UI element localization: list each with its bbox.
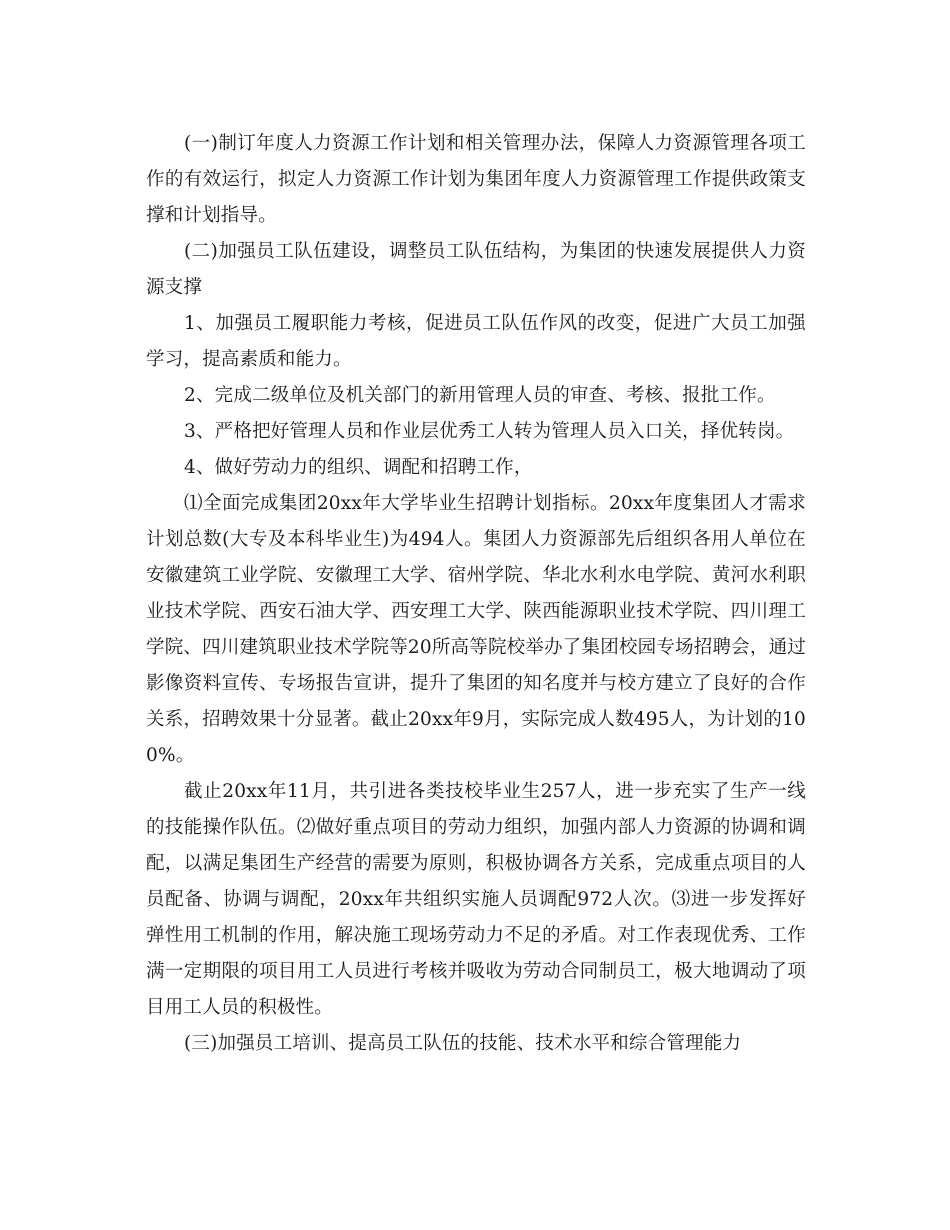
document-body (146, 126, 806, 1062)
paragraph-workforce: 截止20xx年11月，共引进各类技校毕业生257人，进一步充实了生产一线的技能操作队伍。⑵做好重点项目的劳动力组织，加强内部人力资源的协调和调配，以满足集团生产经营的需要为原则，积极协调各方关系，完成重点项目的人员配备、协调与调配，20xx年共组织实施人员调配972人次。⑶进一步发挥好弹性用工机制的作用，解决施工现场劳动力不足的矛盾。对工作表现优秀、工作满一定期限的项目用工人员进行考核并吸收为劳动合同制员工，极大地调动了项目用工人员的积极性。 (146, 781, 806, 1018)
paragraph-section-two: (二)加强员工队伍建设，调整员工队伍结构，为集团的快速发展提供人力资源支撑 (146, 241, 806, 298)
paragraph-item-4: 4、做好劳动力的组织、调配和招聘工作， (184, 457, 533, 478)
paragraph-recruitment: ⑴全面完成集团20xx年大学毕业生招聘计划指标。20xx年度集团人才需求计划总数(大专及本科毕业生)为494人。集团人力资源部先后组织各用人单位在安徽建筑工业学院、安徽理工大学、宿州学院、华北水利水电学院、黄河水利职业技术学院、西安石油大学、西安理工大学、陕西能源职业技术学院、四川理工学院、四川建筑职业技术学院等20所高等院校举办了集团校园专场招聘会，通过影像资料宣传、专场报告宣讲，提升了集团的知名度并与校方建立了良好的合作关系，招聘效果十分显著。截止20xx年9月，实际完成人数495人，为计划的100%。 (146, 493, 806, 766)
paragraph-item-1: 1、加强员工履职能力考核，促进员工队伍作风的改变，促进广大员工加强学习，提高素质和能力。 (146, 313, 806, 370)
paragraph-item-3: 3、严格把好管理人员和作业层优秀工人转为管理人员入口关，择优转岗。 (184, 421, 795, 442)
paragraph-section-three: (三)加强员工培训、提高员工队伍的技能、技术水平和综合管理能力 (184, 1033, 742, 1054)
paragraph-item-2: 2、完成二级单位及机关部门的新用管理人员的审查、考核、报批工作。 (184, 385, 776, 406)
paragraph-section-one: (一)制订年度人力资源工作计划和相关管理办法，保障人力资源管理各项工作的有效运行，拟定人力资源工作计划为集团年度人力资源管理工作提供政策支撑和计划指导。 (146, 133, 806, 226)
